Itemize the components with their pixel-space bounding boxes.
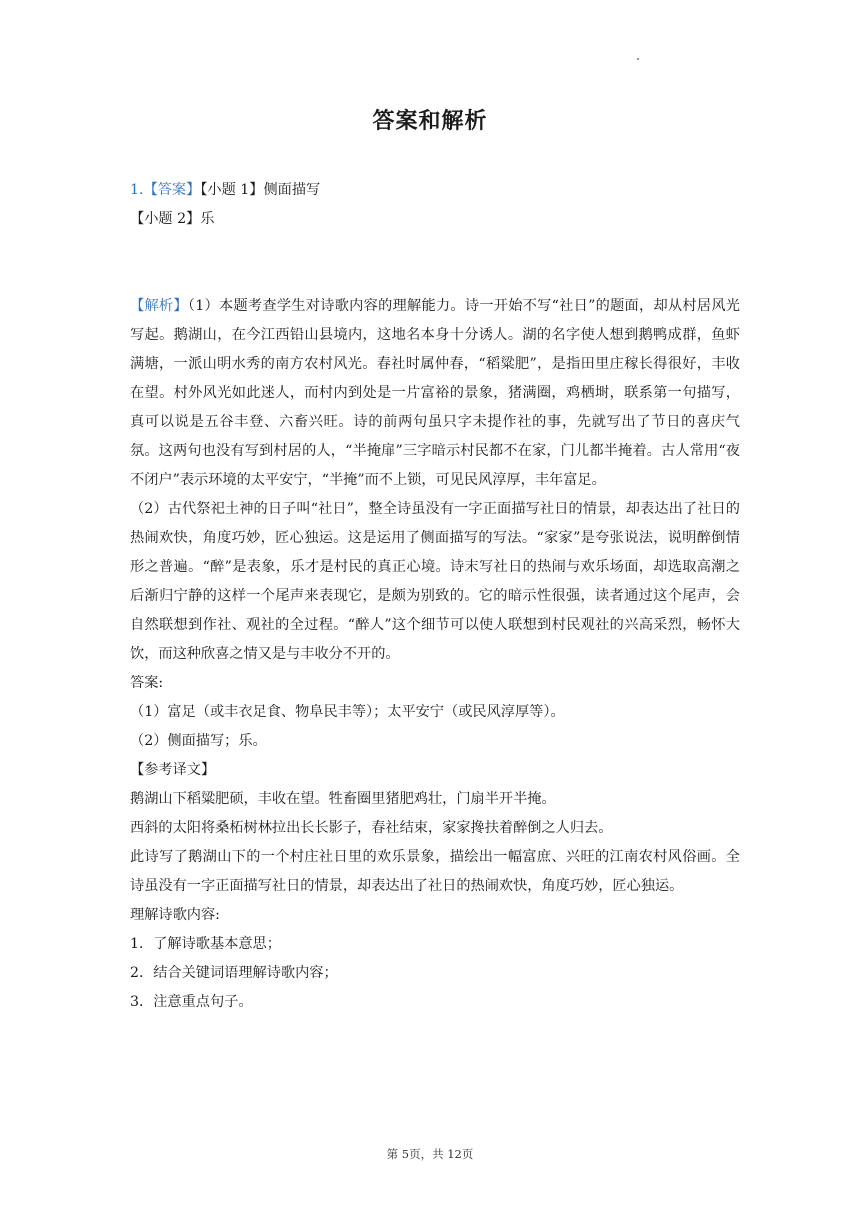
method-label: 理解诗歌内容: [130, 907, 220, 923]
decorative-dot [637, 58, 639, 60]
method-item-3: 3．注意重点句子。 [130, 994, 253, 1010]
analysis-tag: 【解析】 [130, 298, 188, 314]
answer-subquestion-1: 【小题 1】侧面描写 [200, 182, 321, 198]
summary-paragraph: 此诗写了鹅湖山下的一个村庄社日里的欢乐景象，描绘出一幅富庶、兴旺的江南农村风俗画。全诗虽没有一字正面描写社日的情景，却表达出了社日的热闹欢快，角度巧妙，匠心独运。 [130, 849, 740, 894]
spacer [130, 234, 740, 292]
answer-item-1: （1）富足（或丰衣足食、物阜民丰等）；太平安宁（或民风淳厚等）。 [130, 704, 565, 720]
analysis-paragraph-2: （2）古代祭祀土神的日子叫“社日”，整全诗虽没有一字正面描写社日的情景，却表达出了社日的热闹欢快，角度巧妙，匠心独运。这是运用了侧面描写的写法。“家家”是夸张说法，说明醉倒情形之普遍。“醉”是表象，乐才是村民的真正心境。诗末写社日的热闹与欢乐场面，却选取高潮之后渐归宁静的这样一个尾声来表现它，是颇为别致的。它的暗示性很强，读者通过这个尾声，会自然联想到作社、观社的全过程。“醉人”这个细节可以使人联想到村民观社的兴高采烈，畅怀大饮，而这种欣喜之情又是与丰收分不开的。 [130, 501, 740, 662]
question-number: 1. [130, 182, 144, 198]
page-footer: 第 5页，共 12页 [386, 1147, 474, 1161]
analysis-paragraph-1 [130, 292, 740, 495]
translation-line-1: 鹅湖山下稻粱肥硕，丰收在望。牲畜圈里猪肥鸡壮，门扇半开半掩。 [130, 791, 556, 807]
answer-content [130, 176, 740, 1017]
translation-label: 【参考译文】 [130, 762, 216, 778]
method-item-1: 1．了解诗歌基本意思； [130, 936, 281, 952]
answer-line-1 [130, 176, 740, 205]
answer-tag: 【答案】 [143, 182, 201, 198]
answer-subquestion-2: 【小题 2】乐 [130, 211, 215, 227]
answers-label: 答案: [130, 675, 164, 691]
translation-line-2: 西斜的太阳将桑柘树林拉出长长影子，春社结束，家家搀扶着醉倒之人归去。 [130, 820, 613, 836]
answer-item-2: （2）侧面描写；乐。 [130, 733, 267, 749]
method-item-2: 2．结合关键词语理解诗歌内容； [130, 965, 338, 981]
analysis-text-1: （1）本题考查学生对诗歌内容的理解能力。诗一开始不写“社日”的题面，却从村居风光写起。鹅湖山，在今江西铅山县境内，这地名本身十分诱人。湖的名字使人想到鹅鸭成群，鱼虾满塘，一派山明水秀的南方农村风光。春社时属仲春，“稻粱肥”，是指田里庄稼长得很好，丰收在望。村外风光如此迷人，而村内到处是一片富裕的景象，猪满圈，鸡栖埘，联系第一句描写，真可以说是五谷丰登、六畜兴旺。诗的前两句虽只字未提作社的事，先就写出了节日的喜庆气氛。这两句也没有写到村居的人，“半掩扉”三字暗示村民都不在家，门儿都半掩着。古人常用“夜不闭户”表示环境的太平安宁，“半掩”而不上锁，可见民风淳厚，丰年富足。 [130, 298, 740, 488]
page-title: 答案和解析 [372, 109, 488, 134]
